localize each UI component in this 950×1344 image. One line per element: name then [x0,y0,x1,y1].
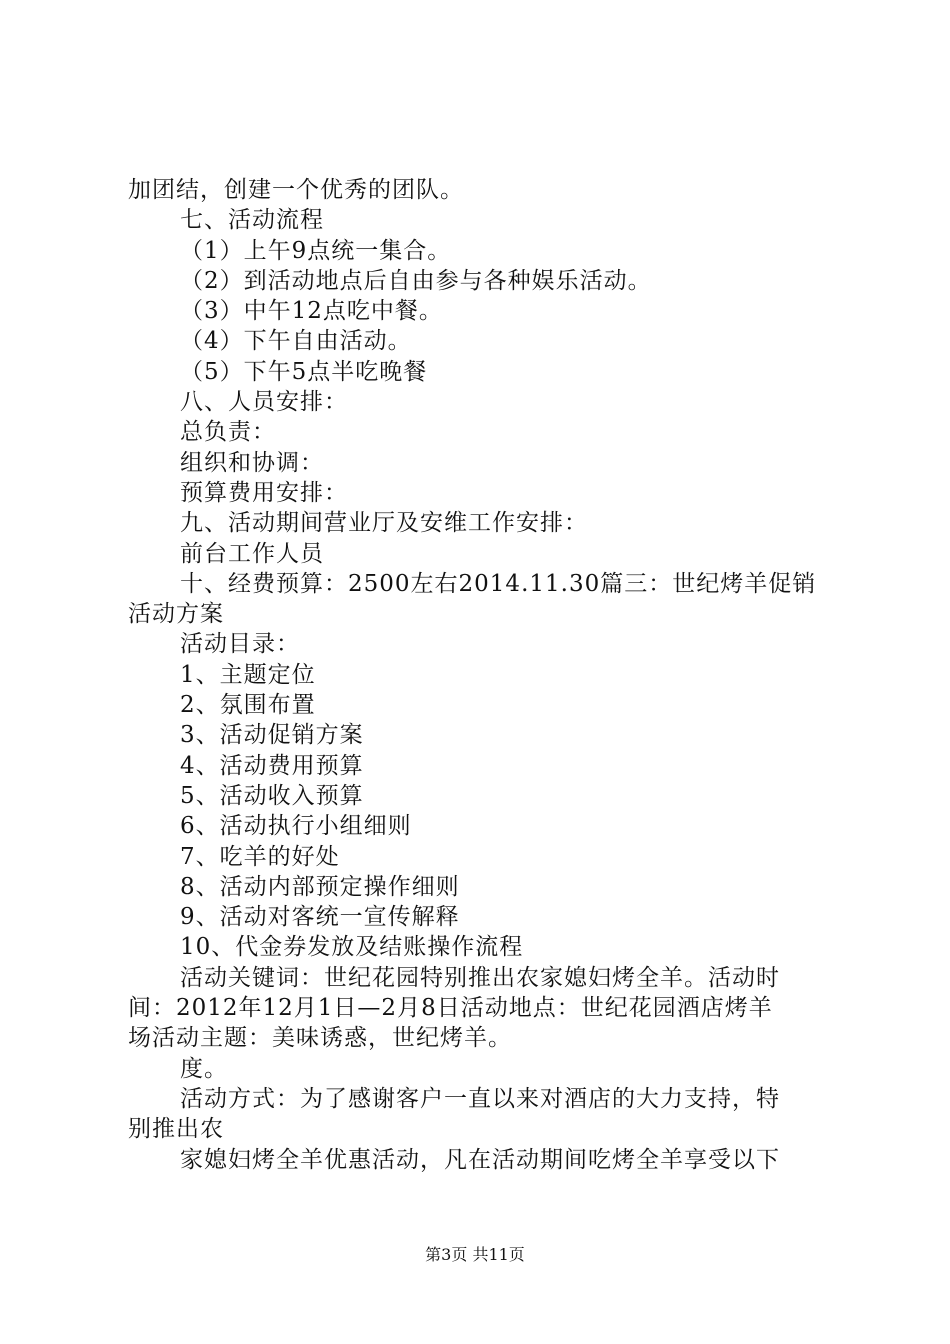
text-line: 加团结，创建一个优秀的团队。 [128,177,464,203]
text-line: 八、人员安排： [180,389,348,416]
text-line: （2）到活动地点后自由参与各种娱乐活动。 [180,267,652,294]
text-line: 别推出农 [128,1116,224,1143]
text-line: 4、活动费用预算 [180,752,364,779]
document-body [128,175,832,1175]
text-line: （3）中午12点吃中餐。 [180,298,443,325]
text-line: 场活动主题：美味诱惑，世纪烤羊。 [128,1025,512,1052]
text-line: 前台工作人员 [180,540,324,567]
text-line: 活动方式：为了感谢客户一直以来对酒店的大力支持，特 [180,1085,780,1112]
text-line: （5）下午5点半吃晚餐 [180,358,428,385]
text-line: 7、吃羊的好处 [180,843,340,870]
text-line: 预算费用安排： [180,479,348,506]
text-line: 1、主题定位 [180,661,316,688]
text-line: 8、活动内部预定操作细则 [180,873,460,900]
text-line: 九、活动期间营业厅及安维工作安排： [180,510,588,537]
text-line: 组织和协调： [180,449,324,476]
text-line: 5、活动收入预算 [180,782,364,809]
page-number-label: 第3页 共11页 [425,1245,525,1264]
text-line: 6、活动执行小组细则 [180,813,412,840]
text-line: 10、代金券发放及结账操作流程 [180,934,524,961]
text-line: 家媳妇烤全羊优惠活动，凡在活动期间吃烤全羊享受以下 [180,1146,780,1173]
text-line: 七、活动流程 [180,207,324,234]
text-line: 活动关键词：世纪花园特别推出农家媳妇烤全羊。活动时 [180,964,780,991]
text-line: 十、经费预算：2500左右2014.11.30篇三：世纪烤羊促销 [180,570,817,597]
text-line: 活动方案 [128,601,224,628]
text-line: 2、氛围布置 [180,692,316,719]
text-line: （1）上午9点统一集合。 [180,237,452,264]
text-line: （4）下午自由活动。 [180,328,412,355]
text-line: 间：2012年12月1日—2月8日活动地点：世纪花园酒店烤羊 [128,995,773,1022]
text-line: 度。 [180,1055,228,1082]
page-footer [0,1245,950,1265]
text-line: 总负责： [180,419,276,446]
text-line: 活动目录： [180,631,300,658]
text-line: 9、活动对客统一宣传解释 [180,904,460,931]
text-line: 3、活动促销方案 [180,722,364,749]
